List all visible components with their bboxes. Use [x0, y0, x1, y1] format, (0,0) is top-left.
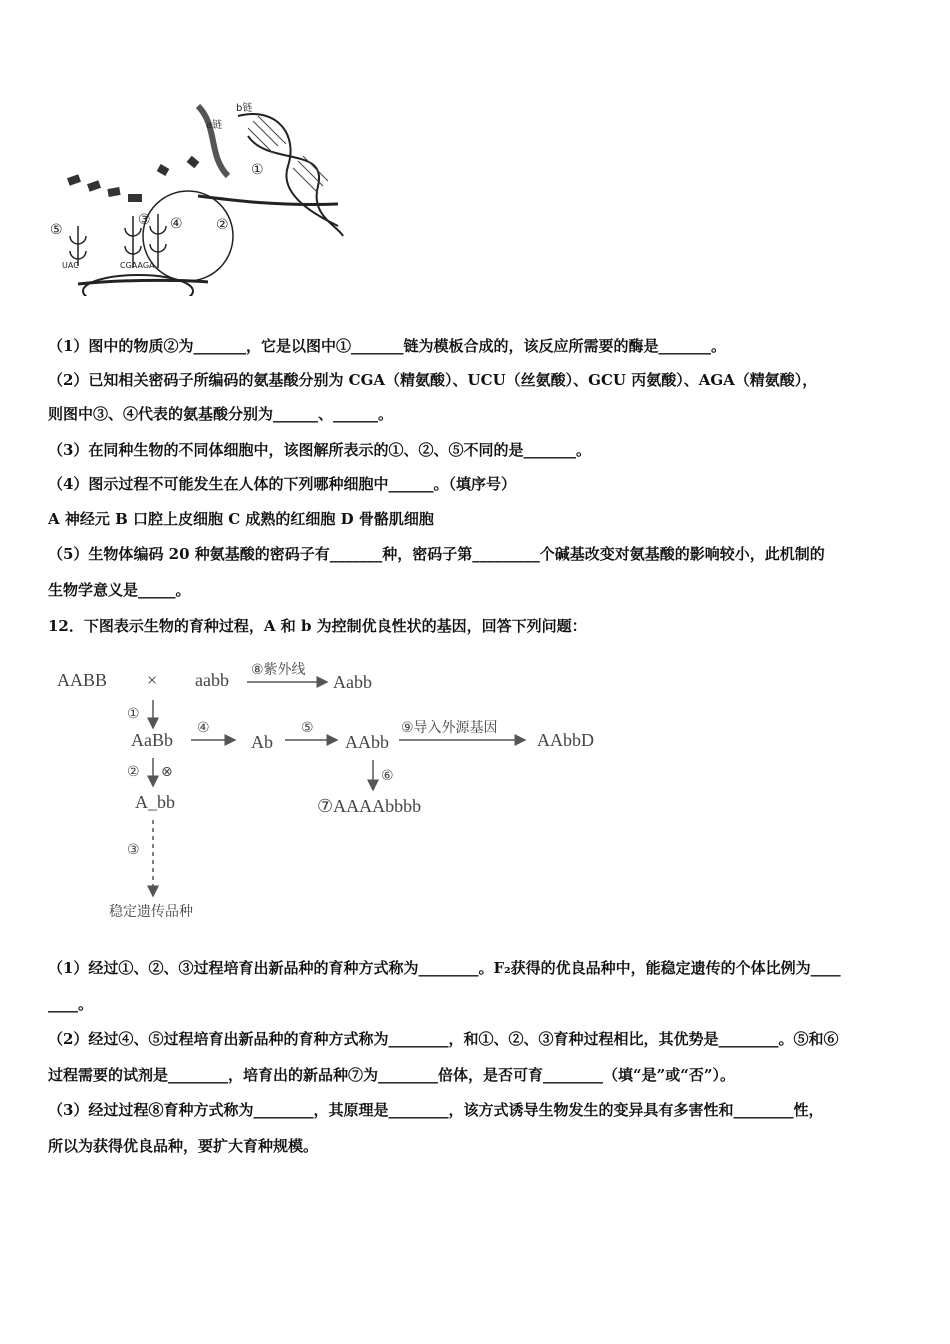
q12-part1-line1: （1）经过①、②、③过程培育出新品种的育种方式称为________。F₂获得的优良品种中，能稳定遗传的个体比例为____ — [48, 959, 841, 977]
q12-part1-line2: ____。 — [48, 995, 94, 1013]
label-5: ⑤ — [50, 222, 63, 238]
step-3: ③ — [127, 842, 140, 858]
cross-symbol: × — [147, 670, 158, 690]
tetraploid-AAAAbbbb: ⑦AAAAbbbb — [317, 796, 422, 816]
label-anticodon: UAC — [62, 261, 79, 270]
genotype-AABB: AABB — [57, 670, 108, 690]
step-2: ② — [127, 764, 140, 780]
q12-part3-line2: 所以为获得优良品种，要扩大育种规模。 — [48, 1137, 319, 1155]
label-4: ④ — [170, 216, 183, 232]
label-2: ② — [216, 217, 229, 233]
peptide-chain — [67, 156, 199, 202]
step-5: ⑤ — [301, 720, 314, 736]
selfing-symbol: ⊗ — [161, 764, 173, 780]
genotype-aabb: aabb — [195, 670, 229, 690]
label-b-chain: b链 — [236, 103, 253, 114]
step-4: ④ — [197, 720, 210, 736]
genotype-AAbbD: AAbbD — [537, 730, 594, 750]
genotype-AaBb: AaBb — [131, 730, 173, 750]
genotype-Ab: Ab — [251, 732, 273, 752]
genotype-AAbb: AAbb — [345, 732, 389, 752]
step-1: ① — [127, 706, 140, 722]
q11-part2-line1: （2）已知相关密码子所编码的氨基酸分别为 CGA（精氨酸）、UCU（丝氨酸）、GCU 丙氨酸）、AGA（精氨酸）， — [48, 371, 818, 389]
label-codons: CGAAGA — [120, 261, 155, 270]
stable-variety: 稳定遗传品种 — [109, 904, 193, 920]
q11-part5-line1: （5）生物体编码 20 种氨基酸的密码子有_______种，密码子第_________个碱基改变对氨基酸的影响较小，此机制的 — [48, 545, 825, 563]
q12-part2-line2: 过程需要的试剂是________，培育出的新品种⑦为________倍体，是否可育________（填“是”或“否”）。 — [48, 1066, 736, 1084]
genotype-Aabb: Aabb — [333, 672, 372, 692]
q12-part3-line1: （3）经过过程⑧育种方式称为________，其原理是________，该方式诱导生物发生的变异具有多害性和________性， — [48, 1101, 824, 1119]
step-8-uv: ⑧紫外线 — [251, 662, 306, 678]
step-6: ⑥ — [381, 768, 394, 784]
trna-group — [70, 214, 166, 268]
step-9-transgene: ⑨导入外源基因 — [401, 720, 498, 736]
q11-part2-line2: 则图中③、④代表的氨基酸分别为______、______。 — [48, 405, 394, 423]
label-a-chain: a链 — [206, 120, 223, 131]
label-1: ① — [251, 162, 264, 178]
q12-part2-line1: （2）经过④、⑤过程培育出新品种的育种方式称为________，和①、②、③育种过程相比，其优势是________。⑤和⑥ — [48, 1030, 839, 1048]
q11-part3: （3）在同种生物的不同体细胞中，该图解所表示的①、②、⑤不同的是_______。 — [48, 441, 591, 459]
cell-membrane-loop — [143, 191, 233, 281]
q11-part1: （1）图中的物质②为_______，它是以图中①_______链为模板合成的，该反应所需要的酶是_______。 — [48, 337, 726, 355]
q11-part4: （4）图示过程不可能发生在人体的下列哪种细胞中______。（填序号） — [48, 475, 516, 493]
transcription-translation-figure — [48, 96, 348, 296]
ribosome — [83, 275, 193, 296]
q11-part5-line2: 生物学意义是_____。 — [48, 581, 191, 599]
label-3: ③ — [138, 212, 151, 228]
q12-stem: 12．下图表示生物的育种过程，A 和 b 为控制优良性状的基因，回答下列问题： — [48, 617, 587, 635]
breeding-process-figure — [55, 660, 615, 930]
genotype-A_bb: A_bb — [135, 792, 175, 812]
q11-part4-options: A 神经元 B 口腔上皮细胞 C 成熟的红细胞 D 骨骼肌细胞 — [48, 510, 434, 528]
